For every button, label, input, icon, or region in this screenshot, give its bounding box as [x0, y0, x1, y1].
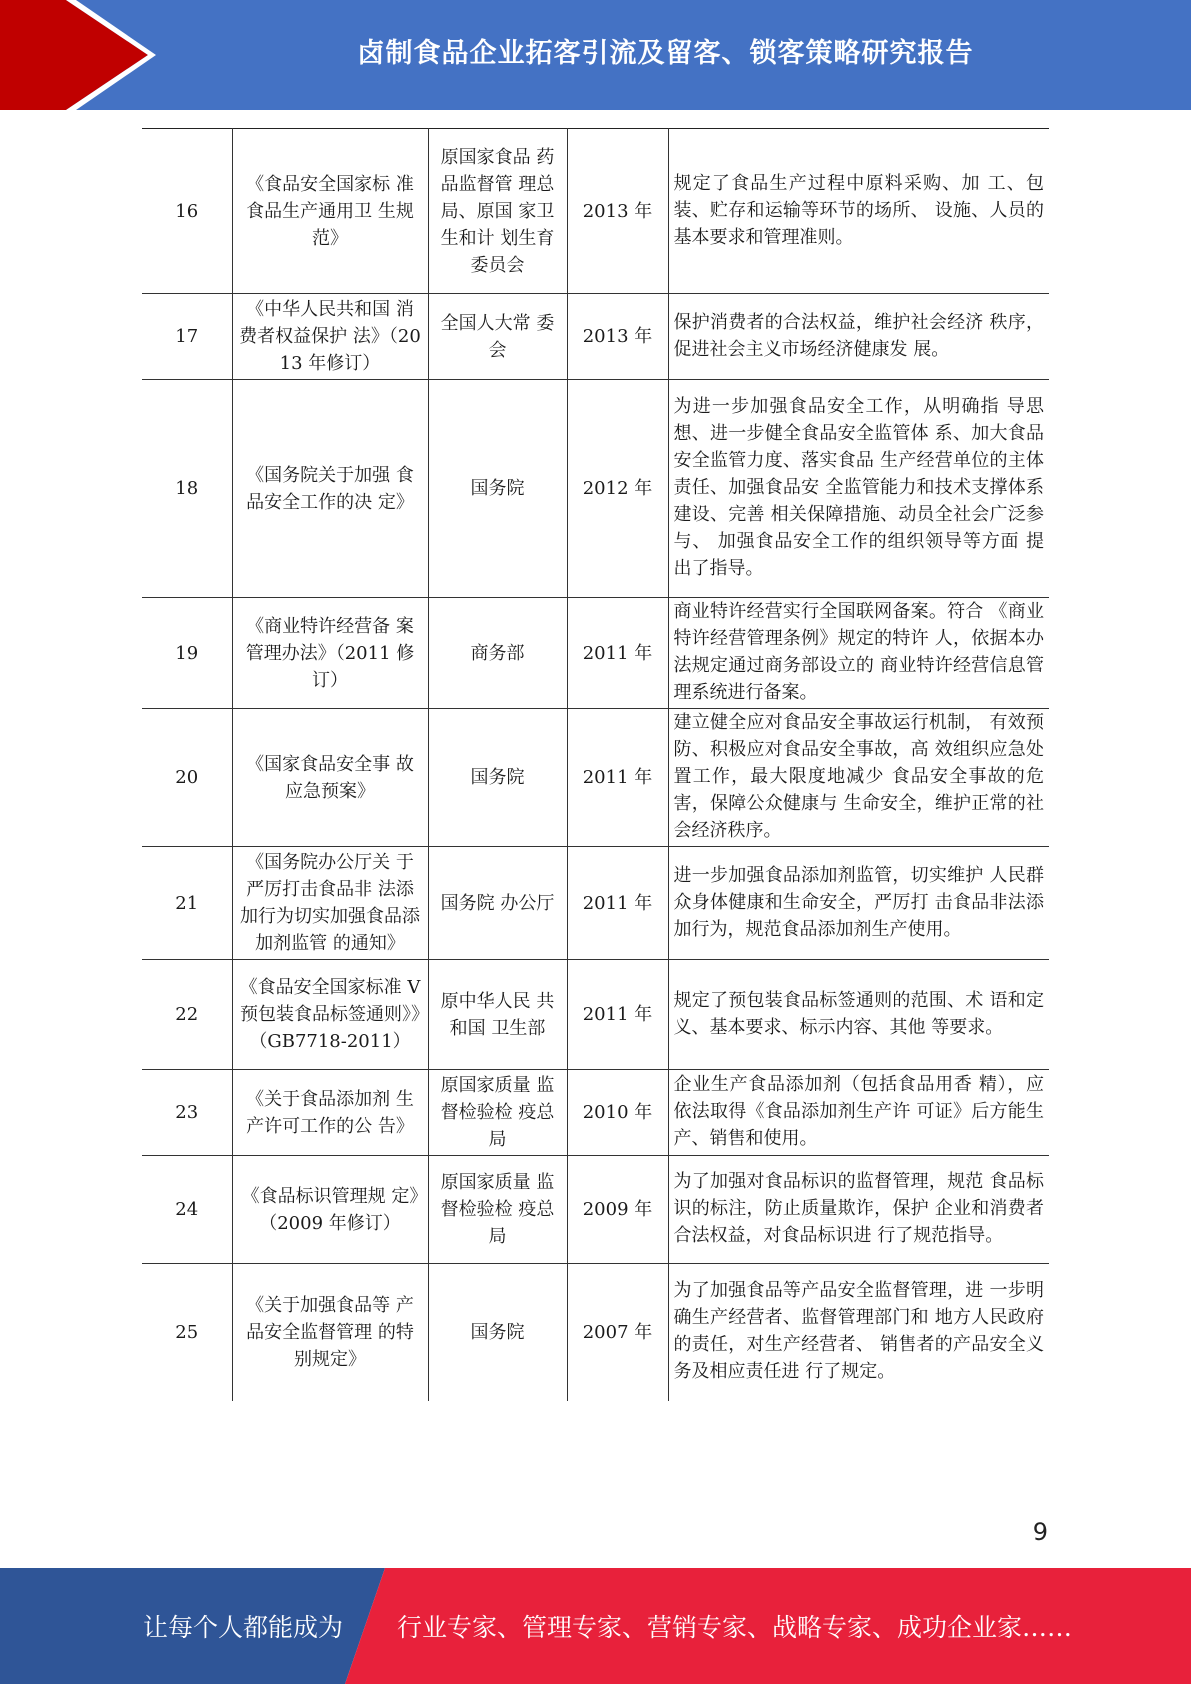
table-row: [142, 598, 1049, 709]
issuing-department: 原国家食品 药品监督管 理总局、原国 家卫生和计 划生育委员会: [428, 129, 567, 294]
page-footer: [0, 1568, 1191, 1684]
regulations-table: [142, 128, 1049, 1401]
issuing-department: 全国人大常 委会: [428, 294, 567, 380]
header-chevron-icon: [0, 0, 160, 110]
issuing-department: 原国家质量 监督检验检 疫总局: [428, 1156, 567, 1264]
row-number: 22: [142, 960, 232, 1070]
regulation-name: 《关于加强食品等 产品安全监督管理 的特别规定》: [232, 1264, 428, 1401]
issue-year: 2010 年: [567, 1070, 668, 1156]
row-number: 18: [142, 380, 232, 598]
row-number: 21: [142, 847, 232, 960]
regulation-description: 保护消费者的合法权益，维护社会经济 秩序，促进社会主义市场经济健康发 展。: [668, 294, 1049, 380]
footer-slogan-right: 行业专家、管理专家、营销专家、战略专家、成功企业家……: [397, 1613, 1073, 1642]
page-header: [0, 0, 1191, 110]
issue-year: 2011 年: [567, 847, 668, 960]
issue-year: 2011 年: [567, 709, 668, 847]
regulation-name: 《国务院关于加强 食品安全工作的决 定》: [232, 380, 428, 598]
regulation-name: 《国家食品安全事 故应急预案》: [232, 709, 428, 847]
row-number: 17: [142, 294, 232, 380]
issuing-department: 国务院 办公厅: [428, 847, 567, 960]
row-number: 25: [142, 1264, 232, 1401]
issue-year: 2012 年: [567, 380, 668, 598]
issuing-department: 原中华人民 共和国 卫生部: [428, 960, 567, 1070]
regulation-description: 为了加强食品等产品安全监督管理，进 一步明确生产经营者、监督管理部门和 地方人民政府的责任，对生产经营者、 销售者的产品安全义务及相应责任进 行了规定。: [668, 1264, 1049, 1401]
issuing-department: 国务院: [428, 1264, 567, 1401]
regulation-description: 商业特许经营实行全国联网备案。符合 《商业特许经营管理条例》规定的特许 人，依据本办法规定通过商务部设立的 商业特许经营信息管理系统进行备案。: [668, 598, 1049, 709]
issue-year: 2013 年: [567, 294, 668, 380]
footer-slogan-left: 让每个人都能成为: [143, 1613, 344, 1642]
table-row: [142, 129, 1049, 294]
regulation-name: 《食品标识管理规 定》（2009 年修订）: [232, 1156, 428, 1264]
table-row: [142, 960, 1049, 1070]
row-number: 23: [142, 1070, 232, 1156]
row-number: 20: [142, 709, 232, 847]
regulation-name: 《食品安全国家标 准食品生产通用卫 生规范》: [232, 129, 428, 294]
regulation-description: 为进一步加强食品安全工作，从明确指 导思想、进一步健全食品安全监管体 系、加大食品安全监管力度、落实食品 生产经营单位的主体责任、加强食品安 全监管能力和技术支撑体系建设、完善 相关保障措施、动员全社会广泛参与、 加强食品安全工作的组织领导等方面 提出了指导。: [668, 380, 1049, 598]
issuing-department: 国务院: [428, 380, 567, 598]
issuing-department: 商务部: [428, 598, 567, 709]
regulation-name: 《商业特许经营备 案管理办法》（2011 修订）: [232, 598, 428, 709]
regulation-name: 《中华人民共和国 消费者权益保护 法》（2013 年修订）: [232, 294, 428, 380]
issue-year: 2011 年: [567, 598, 668, 709]
row-number: 24: [142, 1156, 232, 1264]
page-number: 9: [1032, 1518, 1048, 1546]
row-number: 19: [142, 598, 232, 709]
table-row: [142, 380, 1049, 598]
table-row: [142, 847, 1049, 960]
row-number: 16: [142, 129, 232, 294]
regulation-name: 《国务院办公厅关 于严厉打击食品非 法添加行为切实加强食品添加剂监管 的通知》: [232, 847, 428, 960]
issue-year: 2013 年: [567, 129, 668, 294]
issuing-department: 原国家质量 监督检验检 疫总局: [428, 1070, 567, 1156]
regulation-description: 为了加强对食品标识的监督管理，规范 食品标识的标注，防止质量欺诈，保护 企业和消费者合法权益，对食品标识进 行了规范指导。: [668, 1156, 1049, 1264]
table-row: [142, 294, 1049, 380]
table-row: [142, 1264, 1049, 1401]
regulation-description: 进一步加强食品添加剂监管，切实维护 人民群众身体健康和生命安全，严厉打 击食品非法添加行为，规范食品添加剂生产使用。: [668, 847, 1049, 960]
regulation-description: 企业生产食品添加剂（包括食品用香 精），应依法取得《食品添加剂生产许 可证》后方能生产、销售和使用。: [668, 1070, 1049, 1156]
issue-year: 2011 年: [567, 960, 668, 1070]
table-row: [142, 1156, 1049, 1264]
regulation-description: 规定了预包装食品标签通则的范围、术 语和定义、基本要求、标示内容、其他 等要求。: [668, 960, 1049, 1070]
regulation-description: 规定了食品生产过程中原料采购、加 工、包装、贮存和运输等环节的场所、 设施、人员的基本要求和管理准则。: [668, 129, 1049, 294]
issuing-department: 国务院: [428, 709, 567, 847]
regulation-name: 《食品安全国家标准 V 预包装食品标签通则》》（GB7718-2011）: [232, 960, 428, 1070]
regulation-description: 建立健全应对食品安全事故运行机制， 有效预防、积极应对食品安全事故，高 效组织应急处置工作，最大限度地减少 食品安全事故的危害，保障公众健康与 生命安全，维护正常的社会经济秩序。: [668, 709, 1049, 847]
issue-year: 2007 年: [567, 1264, 668, 1401]
table-row: [142, 709, 1049, 847]
report-title: 卤制食品企业拓客引流及留客、锁客策略研究报告: [357, 37, 974, 69]
regulation-name: 《关于食品添加剂 生产许可工作的公 告》: [232, 1070, 428, 1156]
issue-year: 2009 年: [567, 1156, 668, 1264]
table-row: [142, 1070, 1049, 1156]
